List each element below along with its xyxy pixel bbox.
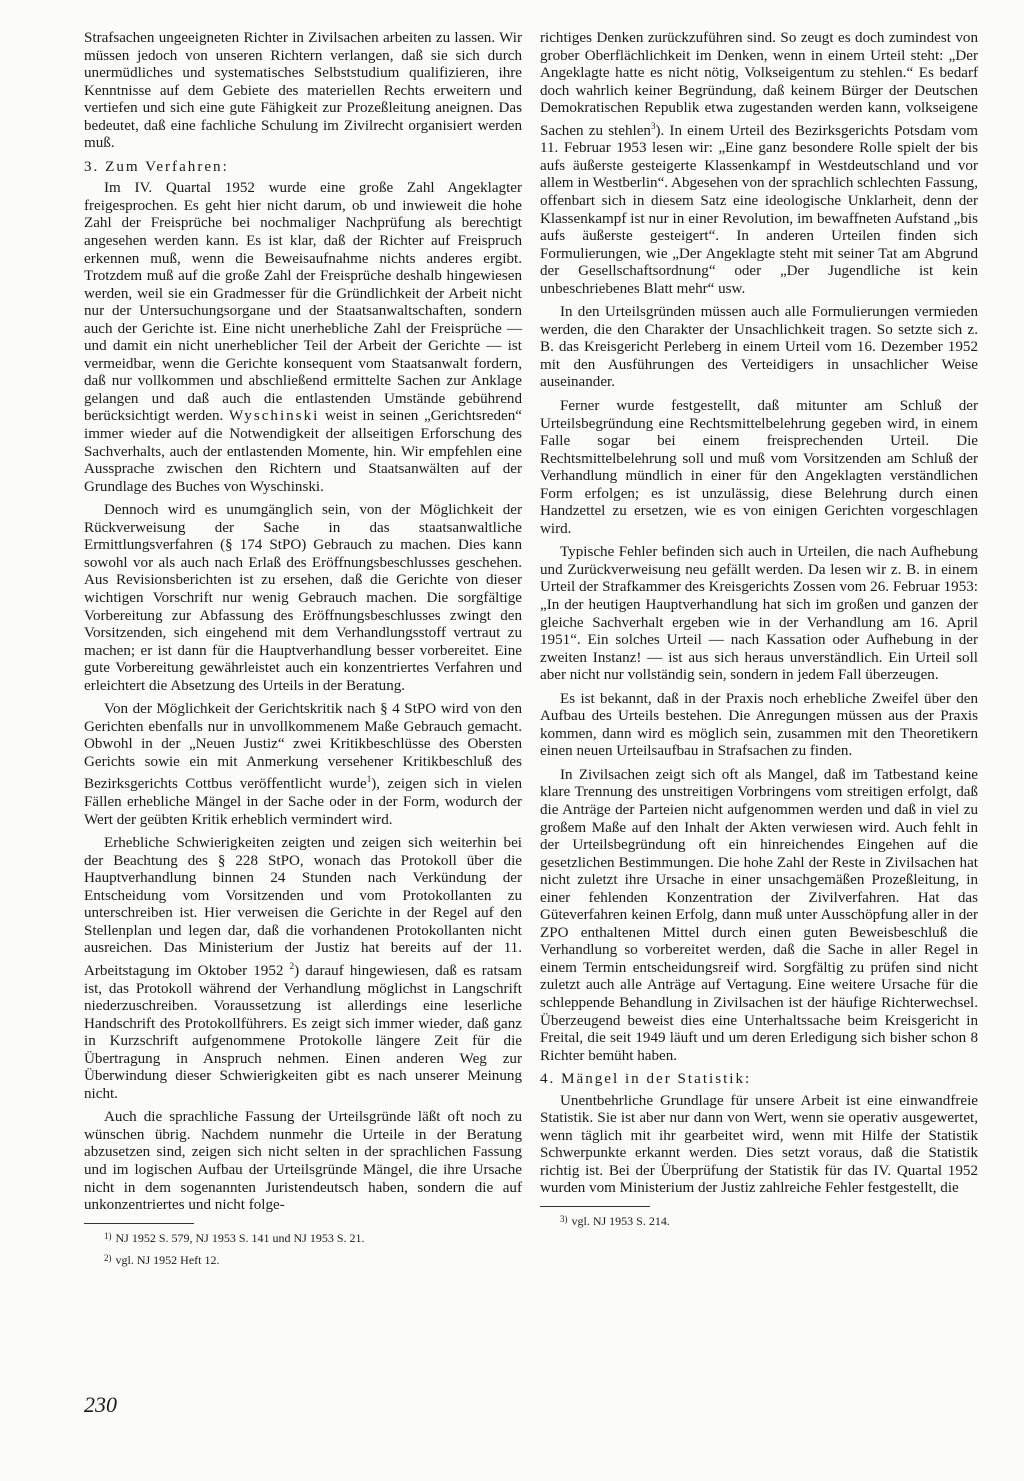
- footnote-text: vgl. NJ 1953 S. 214.: [571, 1214, 670, 1229]
- footnote-3: [540, 1212, 978, 1228]
- right-column: [540, 30, 978, 1234]
- paragraph: [84, 180, 522, 496]
- paragraph-text: Von der Möglichkeit der Gerichtskritik nach § 4 StPO wird von den Gerichten ebenfalls nur in unvollkommenem Maße Gebrauch gemacht. Obwohl in der „Neuen Justiz“ zwei Kritikbeschlüsse des Obersten Gerichts sowie ein mit Anmerkung versehener Kritikbeschluß des Bezirksgerichts Cottbus veröffentlicht wurde: [84, 701, 522, 793]
- paragraph: In den Urteilsgründen müssen auch alle Formulierungen vermieden werden, die den Charakter der Unsachlichkeit tragen. So setzte sich z. B. das Kreisgericht Perleberg in einem Urteil vom 16. Dezember 1952 mit den Ausführungen des Verteidigers in unsachlicher Weise auseinander.: [540, 304, 978, 391]
- paragraph-text: ) darauf hingewiesen, daß es ratsam ist, das Protokoll während der Verhandlung möglichst in Langschrift niederzuschreiben. Voraussetzung ist allerdings eine leserliche Handschrift des Protokollführers. Es zeigt sich immer wieder, daß ganz in Kurzschrift aufgenommene Protokolle längere Zeit für die Übertragung in Anspruch nehmen. Einen anderen Weg zur Überwindung dieser Schwierigkeiten gibt es nach unserer Meinung nicht.: [84, 962, 523, 1102]
- footnote-2: [84, 1251, 522, 1267]
- section-heading-procedure: [84, 159, 522, 177]
- heading-colon: :: [745, 1071, 750, 1088]
- paragraph-text: richtiges Denken zurückzuführen sind. So zeugt es doch zumindest von grober Oberflächlichkeit im Denken, wenn in einem Urteil steht: „Der Angeklagte hatte es nicht nötig, Volkseigentum zu stehlen.“ Es bedarf doch wahrlich keiner Begründung, daß keinem Bürger der Deutschen Demokratischen Republik etwa zugestanden werden kann, volkseigene Sachen zu stehlen: [540, 30, 978, 139]
- paragraph: [84, 701, 522, 829]
- paragraph: Dennoch wird es unumgänglich sein, von der Möglichkeit der Rückverweisung der Sache in das staatsanwaltliche Ermittlungsverfahren (§ 174 StPO) Gebrauch zu machen. Dies kann sowohl vor als auch nach Erlaß des Eröffnungsbeschlusses geschehen. Aus Revisionsberichten ist zu ersehen, daß die Gerichte von dieser wichtigen Vorschrift nur wenig Gebrauch machen. Die sorgfältige Vorbereitung zur Abfassung des Eröffnungsbeschlusses zwingt den Vorsitzenden, sich eingehend mit dem Verhandlungsstoff vertraut zu machen; er ist dann für die Hauptverhandlung besser vorbereitet. Eine gute Vorbereitung gewährleistet auch ein konzentriertes Verfahren und erleichtert die Absetzung des Urteils in der Beratung.: [84, 502, 522, 694]
- footnote-divider: [540, 1206, 650, 1207]
- footnote-text: NJ 1952 S. 579, NJ 1953 S. 141 und NJ 1953 S. 21.: [115, 1230, 365, 1245]
- paragraph: Es ist bekannt, daß in der Praxis noch erhebliche Zweifel über den Aufbau des Urteils bestehen. Die Anregungen müssen aus der Praxis kommen, dann wird es möglich sein, zusammen mit den Theoretikern einen neuen Urteilsaufbau in Strafsachen zu finden.: [540, 690, 978, 760]
- paragraph: In Zivilsachen zeigt sich oft als Mangel, daß im Tatbestand keine klare Trennung des unstreitigen Vorbringens vom streitigen erfolgt, daß die Anträge der Parteien nicht aufgenommen werden und daß in viel zu großem Maße auf den Inhalt der Akten verwiesen wird. Auch fehlt in der Urteilsbegründung oft ein hinreichendes Eingehen auf die gesetzlichen Bestimmungen. Die hohe Zahl der Reste in Zivilsachen hat nicht zuletzt ihre Ursache in einer unsachgemäßen Prozeßleitung, in einer fehlenden Konzentration der Zivilverfahren. Hat das Güteverfahren keinen Erfolg, dann muß unter Ausschöpfung aller in der ZPO enthaltenen Mittel durch einen guten Beweisbeschluß die Verhandlung so vorbereitet werden, daß die Sache in aller Regel in einem Termin entscheidungsreif wird. Sorgfältig zu prüfen sind nicht zuletzt auch alle Anträge auf Vertagung. Eine weitere Ursache für die schleppende Behandlung in Zivilsachen ist der häufige Richterwechsel. Überzeugend beweist dies eine Unterhaltssache beim Kreisgericht in Freital, die seit 1949 läuft und um deren Erledigung sich bisher schon 8 Richter bemüht haben.: [540, 766, 978, 1064]
- paragraph: Typische Fehler befinden sich auch in Urteilen, die nach Aufhebung und Zurückverweisung neu gefällt werden. Da lesen wir z. B. in einem Urteil der Strafkammer des Kreisgerichts Zossen vom 26. Februar 1953: „In der heutigen Hauptverhandlung hat sich im großen und ganzen der gleiche Sachverhalt ergeben wie in der Verhandlung am 16. April 1951“. Ein solches Urteil — nach Kassation oder Aufhebung in der zweiten Instanz! — ist aus sich heraus unverständlich. Ein Urteil soll aber nicht nur vollständig sein, sondern in jedem Fall überzeugen.: [540, 544, 978, 684]
- paragraph: Auch die sprachliche Fassung der Urteilsgründe läßt oft noch zu wünschen übrig. Nachdem nunmehr die Urteile in der Beratung abzusetzen sind, zeigen sich nicht selten in der sprachlichen Fassung und im logischen Aufbau der Urteilsgründe Mängel, die ihre Ursache nicht in dem sogenannten Juristendeutsch haben, sondern die auf unkonzentriertes und nicht folge-: [84, 1109, 522, 1214]
- author-name-wyschinski: Wyschinski: [228, 408, 320, 425]
- footnote-ref-3: 3: [650, 120, 656, 131]
- page-number: 230: [84, 1392, 117, 1417]
- paragraph: Strafsachen ungeeigneten Richter in Zivilsachen arbeiten zu lassen. Wir müssen jedoch von unseren Richtern verlangen, daß sie sich durch unermüdliches und systematisches Selbststudium qualifizieren, ihre Kenntnisse auf dem Gebiete des materiellen Rechts erweitern und vertiefen und sich eine gute Fähigkeit zur Prozeßleitung aneignen. Das bedeutet, daß eine fachliche Schulung im Zivilrecht organisiert werden muß.: [84, 30, 522, 152]
- paragraph: Unentbehrliche Grundlage für unsere Arbeit ist eine einwandfreie Statistik. Sie ist aber nur dann von Wert, wenn sie operativ ausgewertet, wenn täglich mit ihr gearbeitet wird, wenn mit Hilfe der Statistik Schwerpunkte erkannt werden. Dies setzt voraus, daß die Statistik richtig ist. Bei der Überprüfung der Statistik für das IV. Quartal 1952 wurden vom Ministerium der Justiz zahlreiche Fehler festgestellt, die: [540, 1092, 978, 1197]
- paragraph: [540, 30, 978, 298]
- footnote-ref-2: 2: [289, 960, 295, 971]
- footnote-marker: 1): [104, 1230, 112, 1241]
- paragraph-text: ), zeigen sich in vielen Fällen erhebliche Mängel in der Sache oder in der Form, wodurch der Wert der geübten Kritik erheblich vermindert wird.: [84, 776, 522, 828]
- section-heading-statistics: [540, 1071, 978, 1089]
- paragraph: Ferner wurde festgestellt, daß mitunter am Schluß der Urteilsbegründung eine Rechtsmittelbelehrung gegeben wird, in einem Falle sogar bei einem freisprechenden Urteil. Die Rechtsmittelbelehrung soll und muß vom Vorsitzenden am Schluß der Verhandlung mündlich in einer für den Angeklagten verständlichen Form erfolgen; es ist unzulässig, diese Belehrung durch einen Handzettel zu ersetzen, wie es von einigen Gerichten vorgeschlagen wird.: [540, 397, 978, 537]
- heading-colon: :: [222, 158, 227, 175]
- section-heading-text: 4. Mängel in der Statistik: [540, 1071, 746, 1088]
- footnote-divider: [84, 1223, 194, 1224]
- footnote-ref-1: 1: [366, 774, 372, 785]
- footnote-marker: 3): [560, 1214, 568, 1225]
- paragraph: [84, 835, 522, 1103]
- paragraph-text: Erhebliche Schwierigkeiten zeigten und zeigen sich weiterhin bei der Beachtung des § 228 StPO, wonach das Protokoll über die Hauptverhandlung binnen 24 Stunden nach Verkündung der Entscheidung vom Vorsitzenden und vom Protokollanten zu unterschreiben ist. Hier verweisen die Gerichte in der Regel auf den Stellenplan und legen dar, daß die vorhandenen Protokollanten nicht ausreichen. Das Ministerium der Justiz hat bereits auf der 11. Arbeitstagung im Oktober 1952: [84, 835, 522, 979]
- section-heading-text: 3. Zum Verfahren: [84, 158, 223, 175]
- footnote-text: vgl. NJ 1952 Heft 12.: [115, 1252, 220, 1267]
- paragraph-text: Im IV. Quartal 1952 wurde eine große Zahl Angeklagter freigesprochen. Es geht hier nicht darum, ob und inwieweit die hohe Zahl der Freisprüche bei nochmaliger Nachprüfung als berechtigt angesehen werden kann. Es ist klar, daß der Richter auf Freispruch erkennen muß, wenn die Beweisaufnahme nichts anderes ergibt. Trotzdem muß auf die große Zahl der Freisprüche deshalb hingewiesen werden, weil sie ein Gradmesser für die Gründlichkeit der Arbeit nicht nur der Untersuchungsorgane und der Staatsanwaltschaften, sondern auch der Gerichte ist. Eine nicht unerhebliche Zahl der Freisprüche — und damit ein nicht unerheblicher Teil der Arbeit der Gerichte — ist vermeidbar, wenn die Gerichte konsequent vom Staatsanwalt fordern, daß nur vollkommen und abschließend ermittelte Sachen zur Anklage gelangen und daß auch die entlastenden Umstände gebührend berücksichtigt werden.: [84, 180, 522, 425]
- left-column: [84, 30, 522, 1273]
- paragraph-text: weist in seinen „Gerichtsreden“ immer wieder auf die Notwendigkeit der allseitigen Erforschung des Sachverhalts, auch der entlastenden Momente, hin. Wir empfehlen eine Aussprache zwischen den Richtern und Staatsanwälten auf der Grundlage des Buches von Wyschinski.: [84, 408, 522, 495]
- paragraph-text: ). In einem Urteil des Bezirksgerichts Potsdam vom 11. Februar 1953 lesen wir: „Eine ganz besondere Rolle spielt der bis aufs äußerste gesteigerte Klassenkampf in Westdeutschland und vor allem in Westberlin“. Abgesehen von der sprachlich schlechten Fassung, offenbart sich in diesem Satz eine ideologische Unklarheit, denn der Klassenkampf ist nur in einer Revolution, im bewaffneten Aufstand „bis aufs äußerste gesteigert“. In anderen Urteilen finden sich Formulierungen, wie „Der Angeklagte steht mit seiner Tat am Abgrund der Gesellschaftsordnung“ oder „Der Jugendliche ist kein unbeschriebenes Blatt mehr“ usw.: [540, 122, 978, 297]
- footnote-marker: 2): [104, 1252, 112, 1263]
- footnote-1: [84, 1229, 522, 1245]
